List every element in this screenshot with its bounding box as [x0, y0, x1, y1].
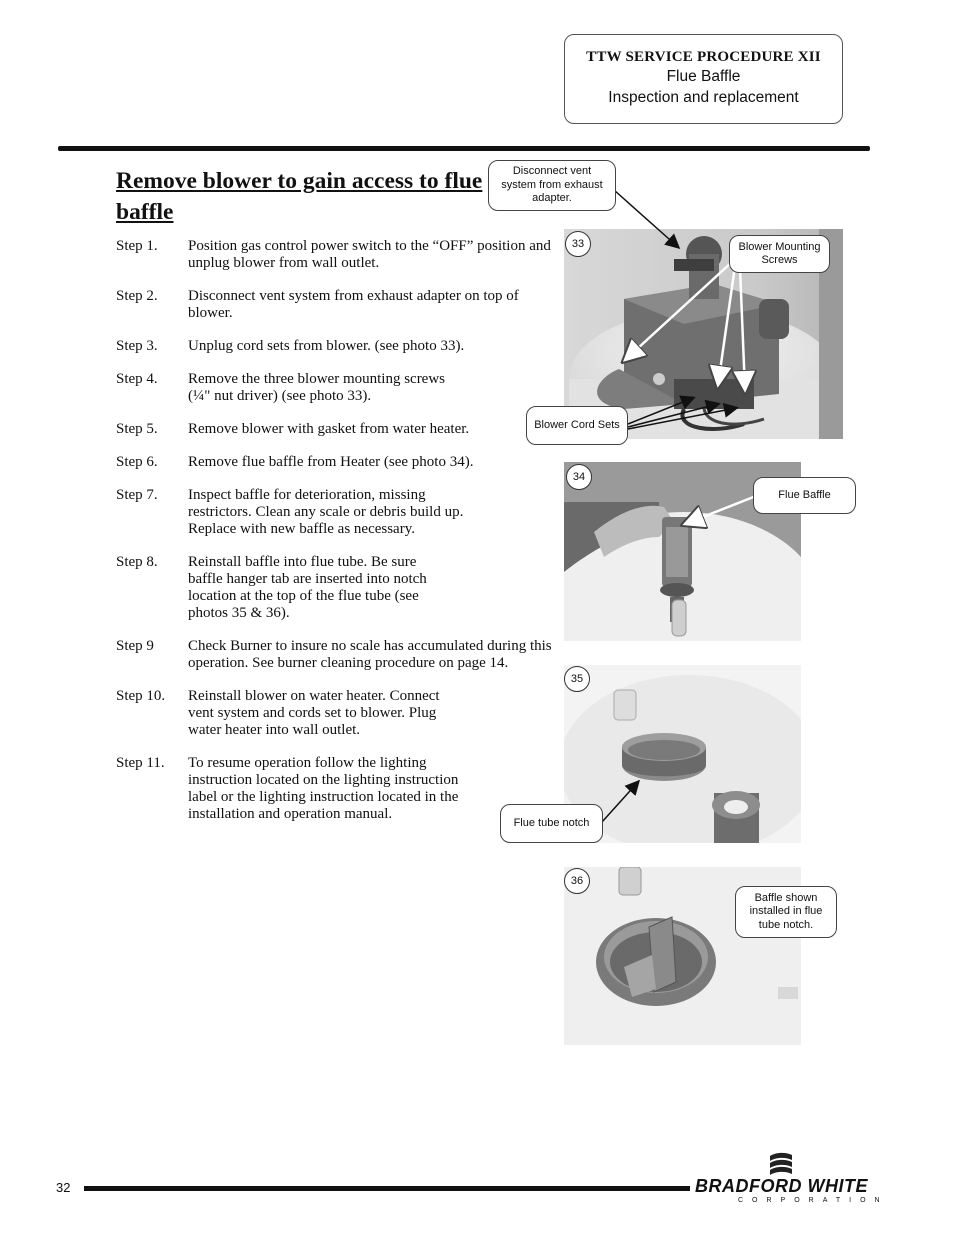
- procedure-title: TTW SERVICE PROCEDURE XII: [586, 49, 821, 65]
- step-number: Step 9: [116, 638, 154, 654]
- brand-subtitle: CORPORATION: [738, 1197, 889, 1204]
- step-text: Unplug cord sets from blower. (see photo 33).: [188, 338, 465, 354]
- top-divider: [58, 146, 870, 151]
- procedure-subtitle-2: Inspection and replacement: [608, 89, 799, 106]
- procedure-header-box: [564, 34, 843, 124]
- step-item: [116, 421, 556, 438]
- photo-number-badge: 33: [565, 231, 591, 257]
- callout-blower-cord-sets: Blower Cord Sets: [526, 406, 628, 445]
- step-number: Step 1.: [116, 238, 158, 254]
- step-text: Remove blower with gasket from water heater.: [188, 421, 470, 437]
- bradford-white-logo-icon: [766, 1152, 796, 1178]
- step-text: Remove the three blower mounting screws (¼" nut driver) (see photo 33).: [188, 371, 446, 404]
- step-number: Step 4.: [116, 371, 158, 387]
- step-number: Step 8.: [116, 554, 158, 570]
- step-item: [116, 487, 556, 538]
- step-text: To resume operation follow the lighting instruction located on the lighting instruction label or the lighting instruction located in the installation and operation manual.: [188, 755, 459, 822]
- step-item: [116, 454, 556, 471]
- step-text: Reinstall blower on water heater. Connect vent system and cords set to blower. Plug water heater into wall outlet.: [188, 688, 440, 738]
- photo-number-badge: 36: [564, 868, 590, 894]
- step-text: Reinstall baffle into flue tube. Be sure baffle hanger tab are inserted into notch location at the top of the flue tube (see photos 35 & 36).: [188, 554, 427, 621]
- photo-number-badge: 34: [566, 464, 592, 490]
- step-item: [116, 238, 556, 272]
- step-item: [116, 288, 556, 322]
- step-item: [116, 338, 556, 355]
- step-text: Remove flue baffle from Heater (see photo 34).: [188, 454, 474, 470]
- step-text: Disconnect vent system from exhaust adapter on top of blower.: [188, 288, 519, 321]
- callout-blower-mounting-screws: Blower Mounting Screws: [729, 235, 830, 273]
- step-text: Inspect baffle for deterioration, missing restrictors. Clean any scale or debris build up. Replace with new baffle as necessary.: [188, 487, 464, 537]
- procedure-subtitle-1: Flue Baffle: [666, 68, 741, 85]
- brand-name: BRADFORD WHITE: [695, 1176, 868, 1196]
- step-number: Step 7.: [116, 487, 158, 503]
- step-number: Step 3.: [116, 338, 158, 354]
- step-text: Check Burner to insure no scale has accumulated during this operation. See burner cleaning procedure on page 14.: [188, 638, 552, 671]
- step-item: [116, 638, 556, 672]
- step-number: Step 11.: [116, 755, 165, 771]
- step-number: Step 5.: [116, 421, 158, 437]
- bottom-divider: [84, 1186, 690, 1191]
- photo-number-badge: 35: [564, 666, 590, 692]
- step-number: Step 2.: [116, 288, 158, 304]
- step-number: Step 6.: [116, 454, 158, 470]
- step-item: [116, 688, 556, 739]
- callout-disconnect-vent: Disconnect vent system from exhaust adapter.: [488, 160, 616, 211]
- callout-baffle-installed: Baffle shown installed in flue tube notch.: [735, 886, 837, 938]
- step-number: Step 10.: [116, 688, 166, 704]
- steps-list: [116, 238, 556, 839]
- callout-flue-tube-notch: Flue tube notch: [500, 804, 603, 843]
- step-item: [116, 554, 556, 622]
- step-item: [116, 755, 556, 823]
- step-text: Position gas control power switch to the “OFF” position and unplug blower from wall outlet.: [188, 238, 551, 271]
- page-number: 32: [56, 1180, 71, 1195]
- step-item: [116, 371, 556, 405]
- callout-flue-baffle: Flue Baffle: [753, 477, 856, 514]
- section-heading: Remove blower to gain access to flue baffle: [116, 168, 483, 225]
